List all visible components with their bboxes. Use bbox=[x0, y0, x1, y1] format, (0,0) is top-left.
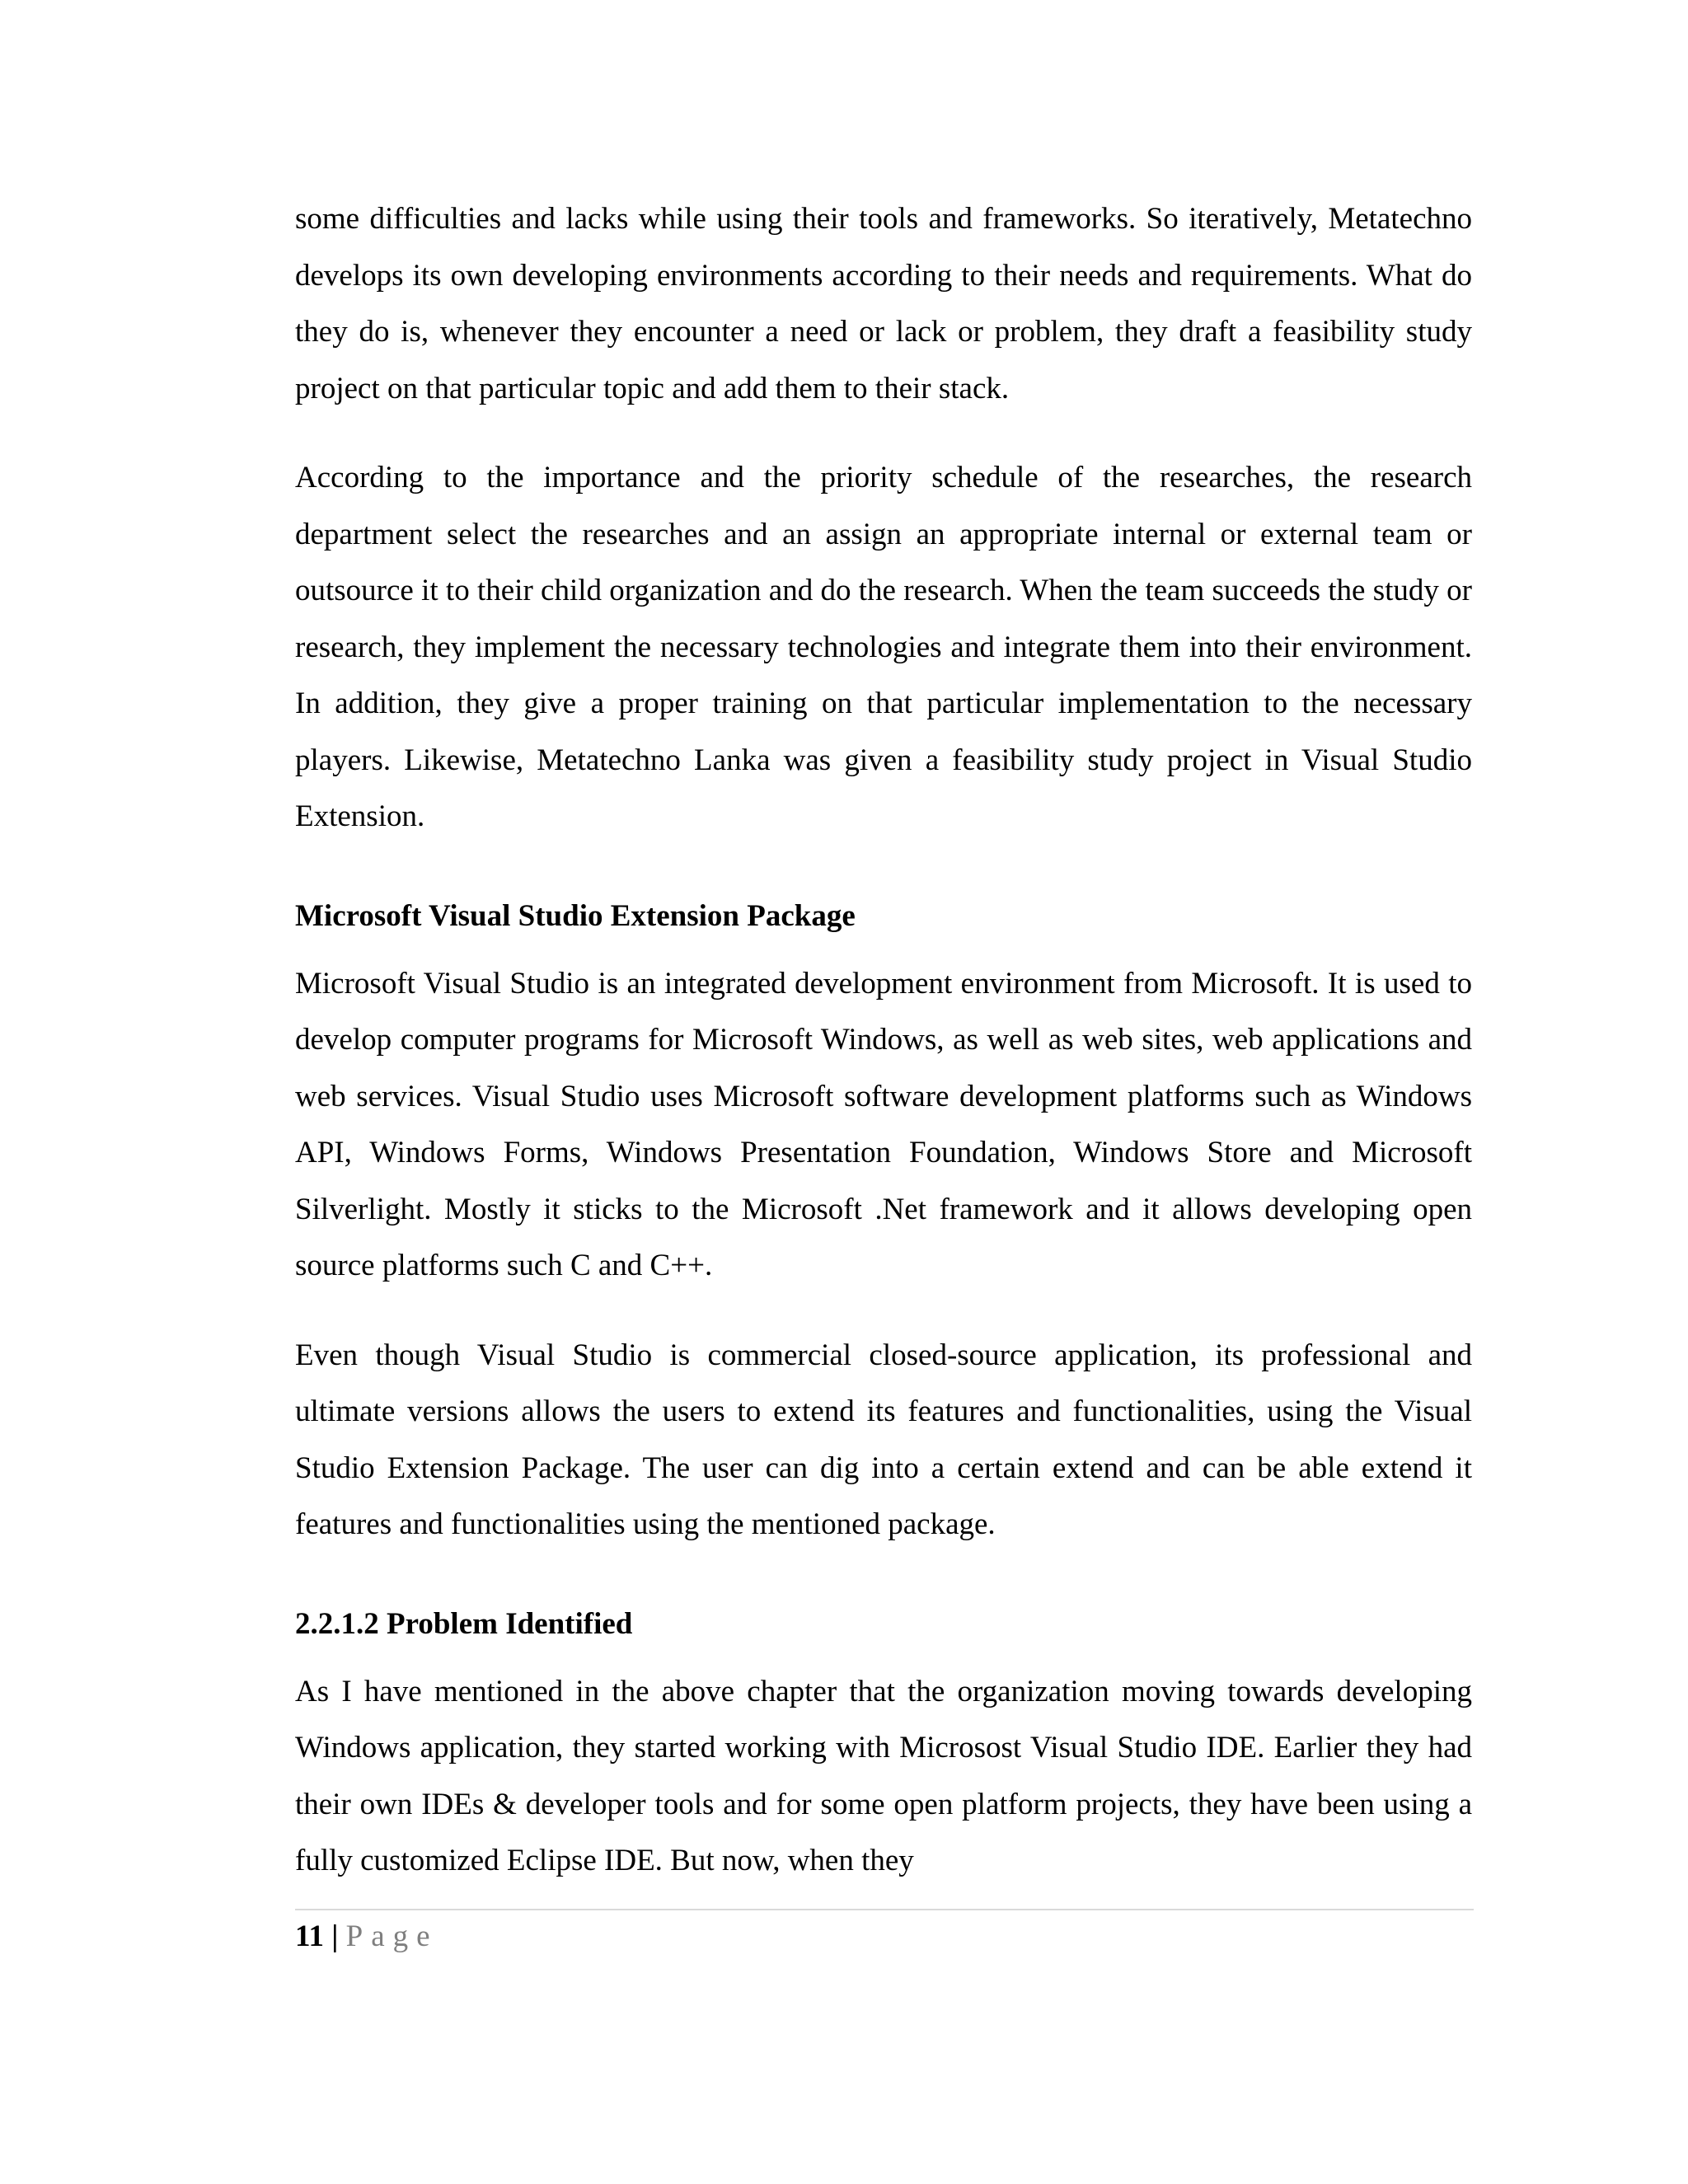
section-heading-problem-identified: 2.2.1.2 Problem Identified bbox=[295, 1606, 633, 1641]
page-content bbox=[295, 191, 1472, 1923]
footer-divider bbox=[295, 1909, 1474, 1910]
paragraph-3: Microsoft Visual Studio is an integrated development environment from Microsoft. It is used to develop computer programs for Microsoft Windows, as well as web sites, web applications and web services. Visual Studio uses Microsoft software development platforms such as Windows API, Windows Forms, Windows Presentation Foundation, Windows Store and Microsoft Silverlight. Mostly it sticks to the Microsoft .Net framework and it allows developing open source platforms such C and C++. bbox=[295, 966, 1472, 1282]
section-heading-vs-extension: Microsoft Visual Studio Extension Package bbox=[295, 898, 856, 933]
paragraph-4: Even though Visual Studio is commercial closed-source application, its professional and ultimate versions allows the users to extend its features and functionalities, using the Visual Studio Extension Package. The user can dig into a certain extend and can be able extend it features and functionalities using the mentioned package. bbox=[295, 1338, 1472, 1541]
paragraph-5: As I have mentioned in the above chapter that the organization moving towards developing Windows application, they started working with Microsost Visual Studio IDE. Earlier they had their own IDEs & developer tools and for some open platform projects, they have been using a fully customized Eclipse IDE. But now, when they bbox=[295, 1674, 1472, 1877]
page-footer bbox=[295, 1916, 438, 1957]
paragraph-1: some difficulties and lacks while using their tools and frameworks. So iteratively, Metatechno develops its own developing environments according to their needs and requirements. What do they do is, whenever they encounter a need or lack or problem, they draft a feasibility study project on that particular topic and add them to their stack. bbox=[295, 202, 1472, 405]
footer-separator: | bbox=[331, 1919, 339, 1953]
page-number: 11 bbox=[295, 1919, 324, 1953]
page-label: Page bbox=[345, 1919, 438, 1953]
paragraph-2: According to the importance and the priority schedule of the researches, the research department select the researches and an assign an appropriate internal or external team or outsource it to their child organization and do the research. When the team succeeds the study or research, they implement the necessary technologies and integrate them into their environment. In addition, they give a proper training on that particular implementation to the necessary players. Likewise, Metatechno Lanka was given a feasibility study project in Visual Studio Extension. bbox=[295, 461, 1472, 833]
